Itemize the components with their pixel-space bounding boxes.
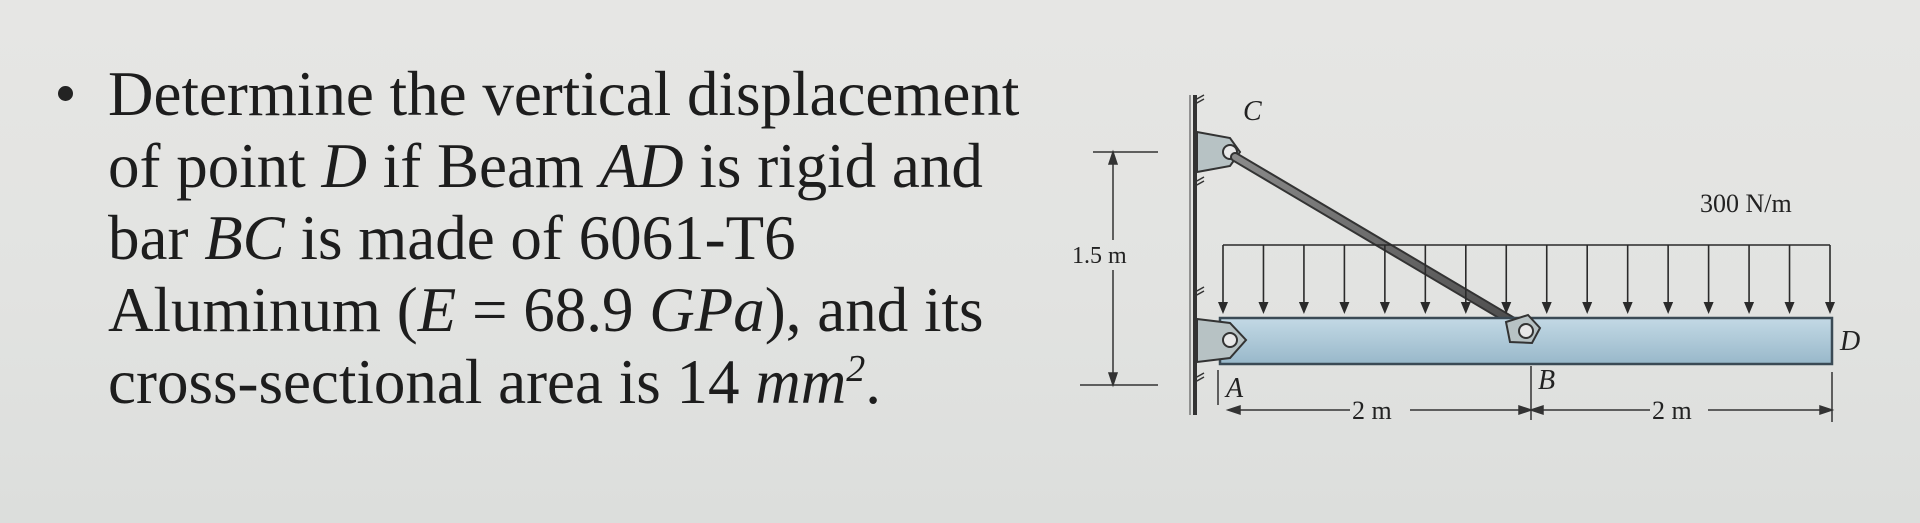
load-arrow bbox=[1744, 245, 1754, 314]
beam-diagram bbox=[1040, 60, 1900, 460]
text-run: . bbox=[865, 347, 882, 417]
load-arrow bbox=[1258, 245, 1268, 314]
load-arrow bbox=[1542, 245, 1552, 314]
label-b: B bbox=[1538, 365, 1556, 396]
area-unit-base: mm bbox=[755, 347, 847, 417]
area-unit-exponent: 2 bbox=[846, 348, 866, 390]
distributed-load bbox=[1218, 245, 1835, 314]
load-arrow bbox=[1785, 245, 1795, 314]
span-dimensions bbox=[1228, 372, 1832, 422]
statement-line-4 bbox=[108, 274, 1068, 346]
text-run: Aluminum ( bbox=[108, 275, 418, 345]
load-arrow bbox=[1461, 245, 1471, 314]
load-arrow bbox=[1825, 245, 1835, 314]
text-run: if Beam bbox=[367, 131, 600, 201]
height-label: 1.5 m bbox=[1072, 243, 1127, 269]
point-d-symbol: D bbox=[321, 131, 367, 201]
span-ab-label: 2 m bbox=[1352, 396, 1392, 425]
load-arrow bbox=[1501, 245, 1511, 314]
label-d: D bbox=[1840, 326, 1861, 357]
problem-statement bbox=[108, 58, 1068, 418]
pin-support-c bbox=[1197, 132, 1240, 172]
text-run: cross-sectional area is 14 bbox=[108, 347, 756, 417]
load-arrow bbox=[1299, 245, 1309, 314]
load-arrow bbox=[1582, 245, 1592, 314]
statement-line-3 bbox=[108, 202, 1068, 274]
bullet-point bbox=[58, 86, 73, 101]
load-arrow bbox=[1623, 245, 1633, 314]
load-arrow bbox=[1420, 245, 1430, 314]
statement-line-1: Determine the vertical displacement bbox=[108, 59, 1020, 129]
area-unit bbox=[755, 347, 865, 417]
span-bd-label: 2 m bbox=[1652, 396, 1692, 425]
statement-line-5 bbox=[108, 346, 1068, 418]
load-arrow bbox=[1663, 245, 1673, 314]
modulus-symbol: E bbox=[417, 275, 457, 345]
bar-bc-symbol: BC bbox=[204, 203, 285, 273]
beam-ad-symbol: AD bbox=[599, 131, 684, 201]
load-arrow bbox=[1380, 245, 1390, 314]
text-run: is made of 6061-T6 bbox=[284, 203, 796, 273]
label-c: C bbox=[1243, 96, 1262, 127]
load-arrow bbox=[1218, 245, 1228, 314]
gpa-unit: GPa bbox=[649, 275, 765, 345]
text-run: bar bbox=[108, 203, 205, 273]
label-a: A bbox=[1226, 373, 1244, 404]
bar-bc bbox=[1235, 157, 1522, 327]
text-run: = 68.9 bbox=[456, 275, 650, 345]
load-arrow bbox=[1704, 245, 1714, 314]
text-run: is rigid and bbox=[683, 131, 983, 201]
statement-line-2 bbox=[108, 130, 1068, 202]
load-arrow bbox=[1339, 245, 1349, 314]
load-label: 300 N/m bbox=[1700, 189, 1792, 218]
text-run: of point bbox=[108, 131, 322, 201]
text-run: ), and its bbox=[764, 275, 984, 345]
